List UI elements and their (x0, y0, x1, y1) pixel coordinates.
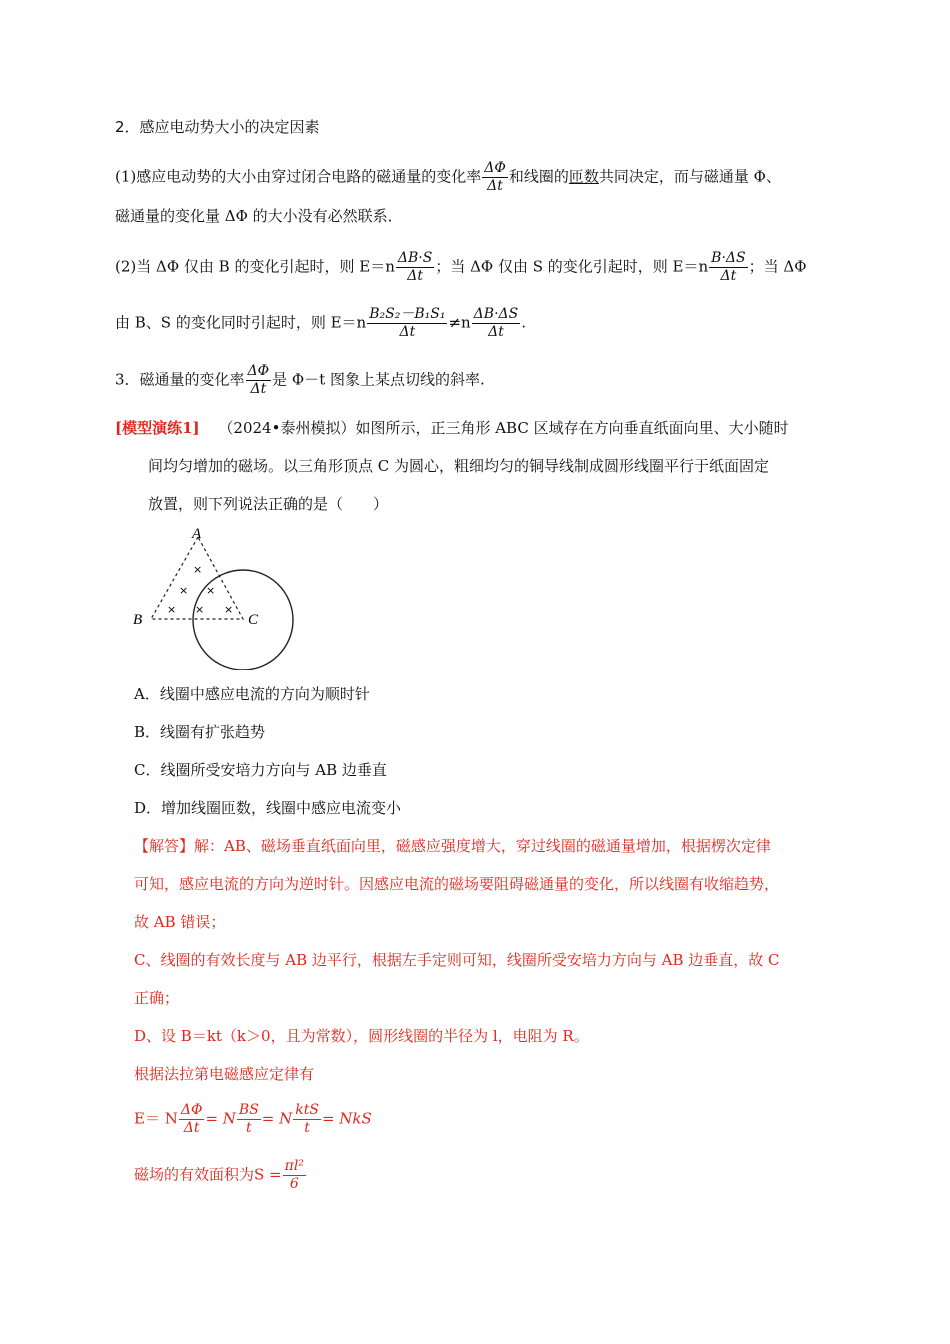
label-b: B (133, 612, 143, 628)
field-mark: × (195, 603, 205, 616)
text: 是 Φ－t 图象上某点切线的斜率. (272, 370, 485, 389)
numerator: B₂S₂－B₁S₁ (369, 306, 446, 322)
text: ；当 ΔΦ 仅由 S 的变化引起时，则 E＝n (435, 257, 709, 276)
fraction (472, 306, 521, 341)
section-2-point-2-cont (115, 306, 526, 341)
text: 3．磁通量的变化率 (115, 370, 245, 389)
numerator: ΔΦ (180, 1102, 203, 1118)
text: （2024•泰州模拟）如图所示，正三角形 ABC 区域存在方向垂直纸面向里、大小随时 (218, 419, 789, 437)
answer-tag: 【解答】 (134, 837, 195, 855)
denominator: t (246, 1120, 252, 1136)
section-2-point-1 (115, 160, 781, 195)
denominator: Δt (720, 268, 737, 284)
text: 共同决定，而与磁通量 Φ、 (598, 167, 781, 186)
fraction (293, 1102, 321, 1137)
denominator: Δt (488, 324, 504, 340)
numerator: BS (238, 1102, 259, 1118)
field-mark: × (224, 603, 234, 616)
denominator: Δt (250, 381, 267, 397)
text: = N (205, 1109, 236, 1128)
answer-line-4: C、线圈的有效长度与 AB 边平行，根据左手定则可知，线圈所受安培力方向与 AB 边垂直，故 C (134, 951, 780, 969)
denominator: Δt (399, 324, 416, 340)
fraction (709, 250, 747, 285)
text: = NkS (321, 1109, 372, 1128)
numerator: ΔB·ΔS (473, 306, 519, 322)
option-d[interactable]: D．增加线圈匝数，线圈中感应电流变小 (134, 799, 402, 817)
effective-area-equation (134, 1158, 307, 1193)
fraction (396, 250, 434, 285)
text: (1)感应电动势的大小由穿过闭合电路的磁通量的变化率 (115, 167, 482, 186)
text: (2)当 ΔΦ 仅由 B 的变化引起时，则 E＝n (115, 257, 395, 276)
answer-line-3: 故 AB 错误； (134, 913, 226, 931)
faraday-equation (134, 1102, 372, 1137)
fraction (283, 1158, 306, 1193)
option-a[interactable]: A．线圈中感应电流的方向为顺时针 (134, 685, 370, 703)
text: E＝ N (134, 1109, 178, 1128)
text: ≠n (448, 313, 471, 332)
field-mark: × (193, 563, 203, 576)
denominator: Δt (487, 178, 503, 194)
numerator: ΔΦ (247, 363, 270, 379)
text: 解：AB、磁场垂直纸面向里，磁感应强度增大，穿过线圈的磁通量增加，根据楞次定律 (194, 837, 771, 855)
answer-line-5: 正确； (134, 989, 180, 1007)
denominator: 6 (289, 1176, 299, 1192)
text: 磁场的有效面积为S = (134, 1165, 282, 1184)
fraction (482, 160, 508, 195)
label-c: C (248, 612, 259, 628)
section-2-heading: 2．感应电动势大小的决定因素 (115, 118, 320, 136)
answer-line-1 (134, 836, 771, 856)
field-mark: × (179, 584, 189, 597)
label-a: A (192, 526, 202, 542)
text: 由 B、S 的变化同时引起时，则 E＝n (115, 313, 367, 332)
numerator: πl² (284, 1158, 304, 1174)
fraction (237, 1102, 261, 1137)
answer-line-2: 可知，感应电流的方向为逆时针。因感应电流的磁场要阻碍磁通量的变化，所以线圈有收缩趋势， (134, 875, 780, 893)
denominator: Δt (407, 268, 423, 284)
section-3 (115, 363, 485, 398)
text: 和线圈的 (508, 167, 569, 186)
option-b[interactable]: B．线圈有扩张趋势 (134, 723, 266, 741)
model-exercise-line-1 (115, 418, 789, 438)
fraction (246, 363, 272, 398)
denominator: Δt (183, 1120, 200, 1136)
fraction (179, 1102, 205, 1137)
underlined-term: 匝数 (568, 167, 599, 186)
model-exercise-line-2: 间均匀增加的磁场。以三角形顶点 C 为圆心，粗细均匀的铜导线制成圆形线圈平行于纸面固定 (148, 457, 770, 475)
text: = N (261, 1109, 293, 1128)
numerator: ktS (295, 1102, 319, 1118)
section-2-point-1-cont: 磁通量的变化量 ΔΦ 的大小没有必然联系． (115, 207, 403, 225)
numerator: B·ΔS (711, 250, 746, 266)
model-exercise-line-3: 放置，则下列说法正确的是（ ） (148, 495, 389, 513)
text: ；当 ΔΦ (748, 257, 807, 276)
answer-line-7: 根据法拉第电磁感应定律有 (134, 1065, 315, 1083)
text: . (521, 313, 527, 332)
denominator: t (304, 1120, 310, 1136)
triangle-circle-figure (130, 520, 300, 670)
answer-line-6: D、设 B＝kt（k＞0，且为常数），圆形线圈的半径为 l，电阻为 R。 (134, 1027, 589, 1045)
field-mark: × (206, 584, 216, 597)
field-mark: × (167, 603, 177, 616)
fraction (367, 306, 447, 341)
model-exercise-tag: [模型演练1] (115, 419, 200, 437)
numerator: ΔB·S (397, 250, 433, 266)
section-2-point-2 (115, 250, 807, 285)
option-c[interactable]: C．线圈所受安培力方向与 AB 边垂直 (134, 761, 387, 779)
numerator: ΔΦ (484, 160, 506, 176)
